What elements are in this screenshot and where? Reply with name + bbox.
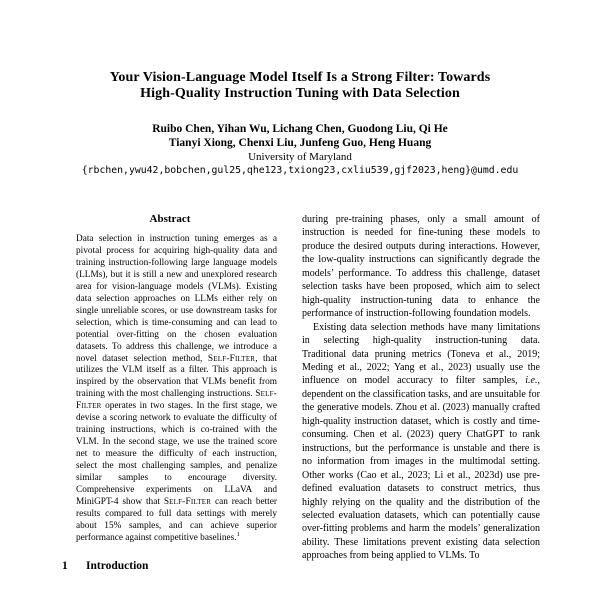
author-emails: {rbchen,ywu42,bobchen,gul25,qhe123,txiong23,cxliu539,gjf2023,heng}@umd.edu [81, 165, 519, 176]
abstract-segment: , that utilizes the VLM itself as a filter. This approach is inspired by the observation that VLMs benefit from training with the most challenging instructions. [76, 353, 277, 400]
method-name: Self-Filter [163, 496, 212, 507]
body-segment: , dependent on the classification tasks, and are unsuitable for the generative models. Zhou et al. (2023) manually crafted high-quality instruction dataset, which is costly and time-consuming. Chen et al. (2023) query ChatGPT to rank instructions, but the performance is unstable and there is no information from images in the multimodal setting. Other works (Cao et al., 2023; Li et al., 2023d) use pre-defined evaluation datasets to construct metrics, thus highly relying on the quality and the distribution of the selected evaluation datasets, which can potentially cause over-fitting problems and harm the models’ generalization ability. These limitations prevent existing data selection approaches from being applied to VLMs. To [302, 375, 540, 562]
section-heading-introduction [62, 560, 288, 572]
abstract-segment: operates in two stages. In the first stage, we devise a scoring network to evaluate the difficulty of training instructions, which is co-trained with the VLM. In the second stage, we use the trained score net to measure the difficulty of each instruction, select the most challenging samples, and penalize similar samples to encourage diversity. Comprehensive experiments on LLaVA and MiniGPT-4 show that [76, 401, 277, 507]
left-column [62, 213, 288, 572]
abstract-segment: Data selection in instruction tuning emerges as a pivotal process for acquiring high-quality data and training instruction-following large language models (LLMs), but it is still a new and unexplored research area for vision-language models (VLMs). Existing data selection approaches on LLMs either rely on single unreliable scores, or use downstream tasks for selection, which is time-consuming and can lead to potential over-fitting on the chosen evaluation datasets. To address this challenge, we introduce a novel dataset selection method, [76, 234, 277, 364]
paper-title-line-1: Your Vision-Language Model Itself Is a Strong Filter: Towards [109, 70, 491, 85]
method-name: Self-Filter [207, 353, 256, 364]
abstract-segment: can reach better results compared to full data settings with merely about 15% samples, and can achieve superior performance against competitive baselines. [76, 496, 277, 543]
paper-title-line-2: High-Quality Instruction Tuning with Data Selection [140, 85, 460, 101]
right-column [302, 213, 540, 572]
method-name: Self-Filter [76, 389, 277, 412]
two-column-body [0, 213, 600, 572]
footnote-marker: 1 [236, 530, 240, 538]
body-paragraph-1: during pre-training phases, only a small amount of instruction is needed for fine-tuning these models to produce the desired outputs during interactions. However, the low-quality instructions can significantly degrade the models’ performance. To address this challenge, dataset selection tasks have been proposed, which aim to select high-quality instruction-tuning data to enhance the performance of instruction-following foundation models. [302, 214, 540, 320]
author-line-2: Tianyi Xiong, Chenxi Liu, Junfeng Guo, Heng Huang [168, 137, 432, 149]
section-number: 1 [62, 559, 68, 572]
latin-abbreviation: i.e. [525, 375, 538, 387]
affiliation: University of Maryland [248, 151, 352, 163]
author-block [0, 122, 600, 176]
abstract-heading: Abstract [149, 213, 191, 225]
body-paragraph-2 [302, 321, 540, 563]
author-line-1: Ruibo Chen, Yihan Wu, Lichang Chen, Guodong Liu, Qi He [152, 123, 448, 135]
section-title: Introduction [86, 559, 149, 572]
body-segment: Existing data selection methods have many limitations in selecting high-quality instruction-tuning data. Traditional data pruning metrics (Toneva et al., 2019; Meding et al., 2022; Yang et al., 2023) usually use the influence on model accuracy to filter samples, [302, 321, 540, 387]
paper-header [0, 0, 600, 176]
abstract-text [76, 234, 277, 545]
